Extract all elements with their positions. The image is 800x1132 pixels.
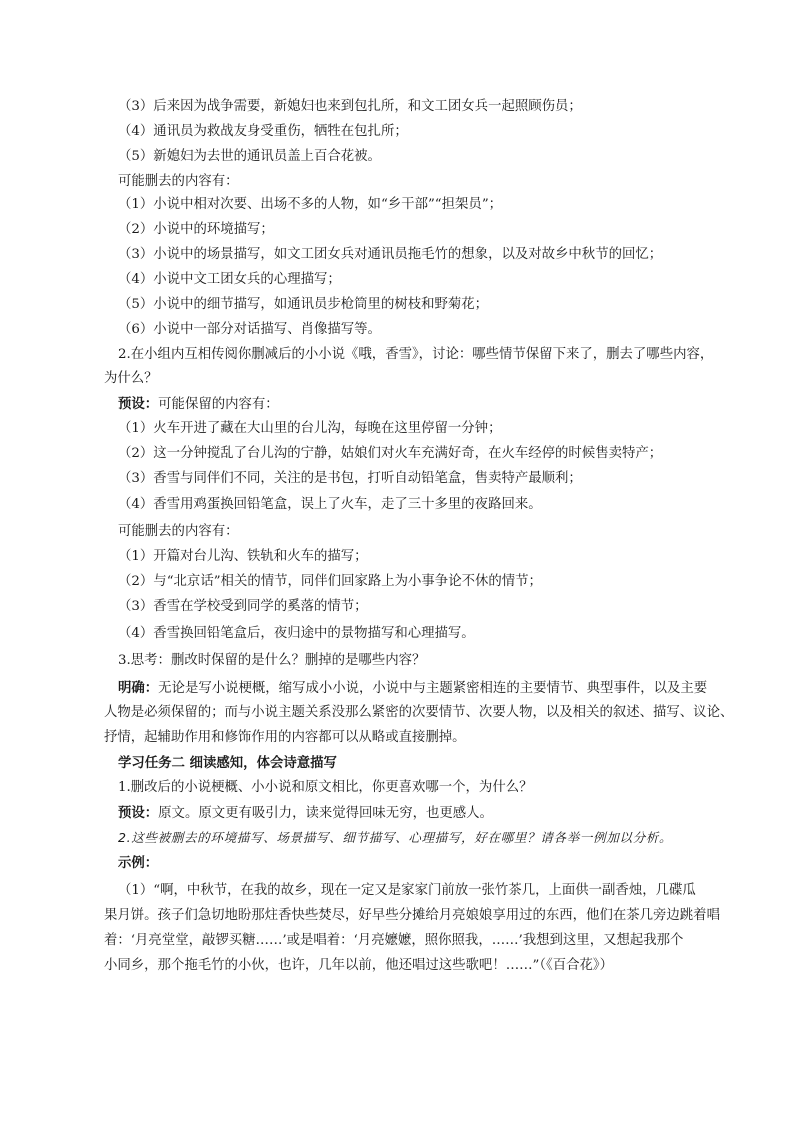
example-label: 示例： [118, 855, 159, 871]
deleted-item: （6）小说中一部分对话描写、肖像描写等。 [118, 322, 381, 337]
plot-item: （3）后来因为战争需要，新媳妇也来到包扎所，和文工团女兵一起照顾伤员； [118, 99, 582, 114]
preset-text: 原文。原文更有吸引力，读来觉得回味无穷，也更感人。 [158, 806, 493, 821]
deleted-item: （3）香雪在学校受到同学的奚落的情节； [118, 599, 368, 614]
preset-paragraph [118, 804, 493, 823]
preset-paragraph [118, 395, 279, 414]
deleted-item: （1）开篇对台儿沟、铁轨和火车的描写； [118, 549, 368, 564]
kept-item: （1）火车开进了藏在大山里的台儿沟，每晚在这里停留一分钟； [118, 421, 502, 436]
clarify-text: 无论是写小说梗概，缩写成小小说，小说中与主题紧密相连的主要情节、典型事件，以及主要 [158, 681, 708, 696]
kept-item: （4）香雪用鸡蛋换回铅笔盒，误上了火车，走了三十多里的夜路回来。 [118, 497, 542, 512]
preset-label: 预设： [118, 805, 159, 821]
task-2-question-2: 2.这些被删去的环境描写、场景描写、细节描写、心理描写，好在哪里？请各举一例加以分析。 [118, 830, 673, 845]
deleted-item: （5）小说中的细节描写，如通讯员步枪筒里的树枝和野菊花； [118, 297, 489, 312]
deleted-item: （4）香雪换回铅笔盒后，夜归途中的景物描写和心理描写。 [118, 626, 475, 641]
preset-text: 可能保留的内容有： [158, 397, 279, 412]
task-2-question-1: 1.删改后的小说梗概、小小说和原文相比，你更喜欢哪一个，为什么？ [118, 780, 533, 795]
deleted-intro: 可能删去的内容有： [118, 174, 239, 189]
example-line: （1）“啊，中秋节，在我的故乡，现在一定又是家家门前放一张竹茶几，上面供一副香烛，几碟瓜 [118, 883, 696, 898]
example-line: 着：‘月亮堂堂，敲锣买糖……’或是唱着：‘月亮嬷嬷，照你照我，……’我想到这里，又想起我那个 [104, 933, 684, 948]
plot-item: （4）通讯员为救战友身受重伤，牺牲在包扎所； [118, 124, 408, 139]
deleted-item: （1）小说中相对次要、出场不多的人物，如“乡干部”“担架员”； [118, 197, 503, 212]
deleted-item: （2）与“北京话”相关的情节，同伴们回家路上为小事争论不休的情节； [118, 574, 542, 589]
clarify-paragraph [118, 679, 707, 698]
question-2-line2: 为什么？ [104, 371, 158, 386]
deleted-item: （2）小说中的环境描写； [118, 222, 274, 237]
kept-item: （3）香雪与同伴们不同，关注的是书包，打听自动铅笔盒，售卖特产最顺利； [118, 471, 582, 486]
kept-item: （2）这一分钟搅乱了台儿沟的宁静，姑娘们对火车充满好奇，在火车经停的时候售卖特产； [118, 446, 663, 461]
example-line: 果月饼。孩子们急切地盼那炷香快些焚尽，好早些分摊给月亮娘娘享用过的东西，他们在茶几旁边跳着唱 [104, 908, 720, 923]
example-line: 小同乡，那个拖毛竹的小伙，也许，几年以前，他还唱过这些歌吧！……”（《百合花》） [104, 958, 613, 973]
clarify-line: 抒情，起辅助作用和修饰作用的内容都可以从略或直接删掉。 [104, 730, 466, 745]
clarify-label: 明确： [118, 680, 159, 696]
clarify-line: 人物是必须保留的；而与小说主题关系没那么紧密的次要情节、次要人物，以及相关的叙述、描写、议论、 [104, 705, 734, 720]
deleted-item: （3）小说中的场景描写，如文工团女兵对通讯员拖毛竹的想象，以及对故乡中秋节的回忆； [118, 247, 663, 262]
plot-item: （5）新媳妇为去世的通讯员盖上百合花被。 [118, 149, 381, 164]
deleted-item: （4）小说中文工团女兵的心理描写； [118, 272, 341, 287]
deleted-intro: 可能删去的内容有： [118, 524, 239, 539]
task-2-heading: 学习任务二 细读感知，体会诗意描写 [118, 755, 337, 771]
preset-label: 预设： [118, 396, 159, 412]
question-3: 3.思考：删改时保留的是什么？删掉的是哪些内容？ [118, 653, 426, 668]
question-2-line1: 2.在小组内互相传阅你删减后的小小说《哦，香雪》，讨论：哪些情节保留下来了，删去了哪些内容， [118, 347, 714, 362]
